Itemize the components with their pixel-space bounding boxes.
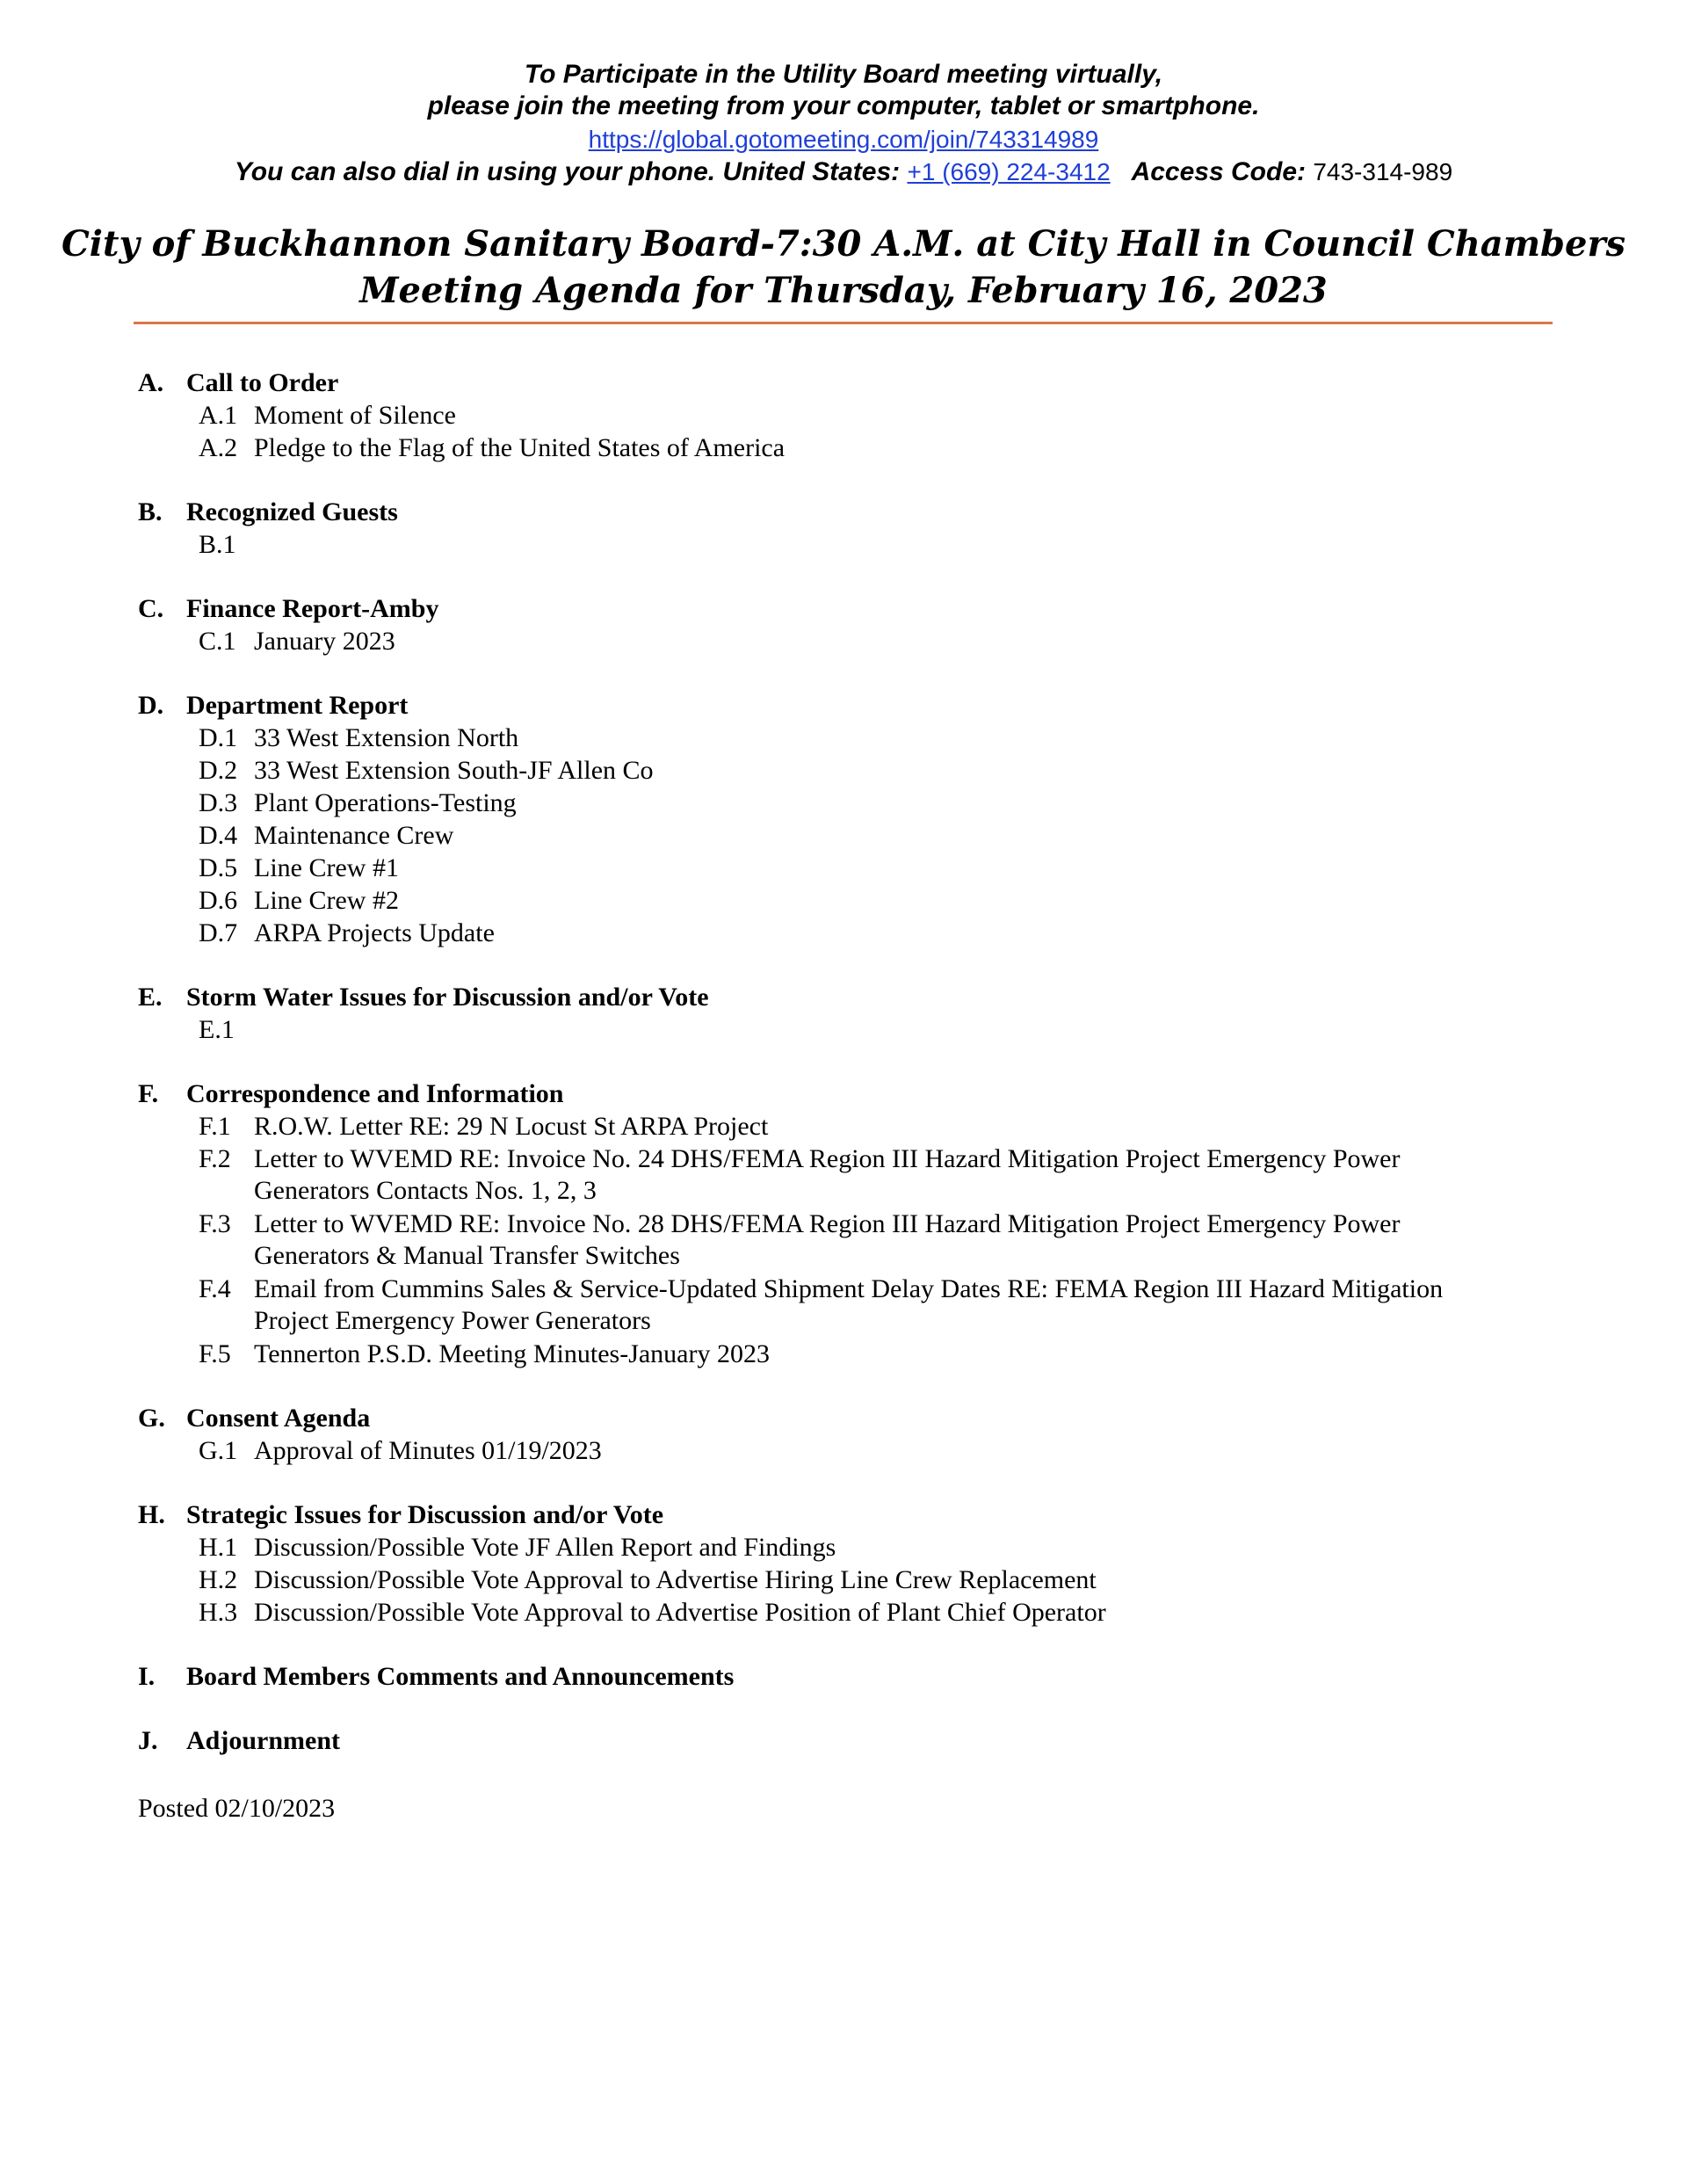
phone-number-link[interactable]: +1 (669) 224-3412 bbox=[907, 158, 1111, 185]
item-number: H.1 bbox=[199, 1533, 238, 1562]
section-letter: I. bbox=[138, 1662, 156, 1691]
item-text: 33 West Extension South-JF Allen Co bbox=[254, 756, 654, 785]
agenda-item-d-3 bbox=[199, 788, 517, 818]
agenda-item-h-3 bbox=[199, 1598, 1106, 1628]
section-header-j bbox=[138, 1726, 340, 1756]
section-title: Adjournment bbox=[186, 1726, 341, 1755]
section-header-c bbox=[138, 594, 438, 624]
agenda-item-f-4 bbox=[199, 1274, 1444, 1335]
virtual-meeting-line-2: please join the meeting from your computer, tablet or smartphone. bbox=[427, 91, 1260, 120]
section-header-a bbox=[138, 368, 338, 398]
agenda-item-f-5 bbox=[199, 1339, 770, 1369]
item-number: D.4 bbox=[199, 821, 238, 850]
item-number: D.7 bbox=[199, 918, 238, 947]
section-letter: A. bbox=[138, 368, 164, 397]
section-title: Storm Water Issues for Discussion and/or Vote bbox=[186, 983, 709, 1012]
section-title: Correspondence and Information bbox=[186, 1079, 564, 1108]
section-header-g bbox=[138, 1404, 370, 1433]
item-text: Tennerton P.S.D. Meeting Minutes-January 2023 bbox=[254, 1339, 770, 1368]
section-letter: D. bbox=[138, 691, 164, 720]
item-text: Discussion/Possible Vote JF Allen Report and Findings bbox=[254, 1533, 836, 1562]
section-header-i bbox=[138, 1662, 734, 1692]
item-number: D.1 bbox=[199, 723, 238, 752]
section-header-d bbox=[138, 691, 408, 721]
item-text: ARPA Projects Update bbox=[254, 918, 495, 947]
item-number: E.1 bbox=[199, 1015, 235, 1044]
item-text: Discussion/Possible Vote Approval to Advertise Position of Plant Chief Operator bbox=[254, 1598, 1106, 1627]
item-number: F.3 bbox=[199, 1209, 231, 1238]
item-text: Approval of Minutes 01/19/2023 bbox=[254, 1436, 602, 1465]
section-title: Recognized Guests bbox=[186, 497, 398, 526]
section-letter: G. bbox=[138, 1404, 165, 1433]
item-text: Moment of Silence bbox=[254, 401, 456, 430]
section-letter: J. bbox=[138, 1726, 158, 1755]
agenda-item-h-1 bbox=[199, 1533, 836, 1563]
item-number: B.1 bbox=[199, 530, 236, 559]
section-header-h bbox=[138, 1500, 663, 1530]
section-letter: E. bbox=[138, 983, 163, 1012]
meeting-link-row bbox=[0, 124, 1687, 156]
section-title: Consent Agenda bbox=[186, 1404, 371, 1433]
virtual-meeting-line-1: To Participate in the Utility Board meeting virtually, bbox=[524, 60, 1163, 89]
page-title-line-2: Meeting Agenda for Thursday, February 16, 2023 bbox=[359, 270, 1328, 311]
agenda-item-f-1 bbox=[199, 1112, 768, 1142]
page-title-line-1: City of Buckhannon Sanitary Board-7:30 A.M. at City Hall in Council Chambers bbox=[61, 223, 1626, 265]
item-number: F.4 bbox=[199, 1274, 231, 1303]
section-title: Board Members Comments and Announcements bbox=[186, 1662, 735, 1691]
item-text: Discussion/Possible Vote Approval to Advertise Hiring Line Crew Replacement bbox=[254, 1565, 1097, 1594]
section-header-f bbox=[138, 1079, 563, 1109]
item-number: F.1 bbox=[199, 1112, 231, 1141]
access-code-label: Access Code: bbox=[1131, 157, 1306, 186]
item-text: Maintenance Crew bbox=[254, 821, 454, 850]
item-number: D.3 bbox=[199, 788, 238, 817]
section-header-b bbox=[138, 497, 398, 527]
section-letter: C. bbox=[138, 594, 164, 623]
agenda-item-h-2 bbox=[199, 1565, 1097, 1595]
item-text: Plant Operations-Testing bbox=[254, 788, 517, 817]
item-text: R.O.W. Letter RE: 29 N Locust St ARPA Project bbox=[254, 1112, 769, 1141]
dial-in-prefix: You can also dial in using your phone. United States: bbox=[234, 157, 901, 186]
item-number: D.2 bbox=[199, 756, 238, 785]
item-text: January 2023 bbox=[254, 627, 395, 656]
section-title: Strategic Issues for Discussion and/or Vote bbox=[186, 1500, 664, 1529]
section-title: Finance Report-Amby bbox=[186, 594, 439, 623]
section-letter: H. bbox=[138, 1500, 165, 1529]
section-letter: B. bbox=[138, 497, 163, 526]
item-text-continuation: Generators Contacts Nos. 1, 2, 3 bbox=[254, 1176, 597, 1205]
agenda-item-d-2 bbox=[199, 756, 654, 786]
item-text: 33 West Extension North bbox=[254, 723, 519, 752]
section-title: Department Report bbox=[186, 691, 409, 720]
section-letter: F. bbox=[138, 1079, 159, 1108]
dial-in-line bbox=[0, 156, 1687, 188]
agenda-item-d-5 bbox=[199, 853, 399, 883]
item-text: Pledge to the Flag of the United States of America bbox=[254, 433, 786, 462]
item-number: H.3 bbox=[199, 1598, 238, 1627]
agenda-item-g-1 bbox=[199, 1436, 602, 1466]
item-text: Letter to WVEMD RE: Invoice No. 28 DHS/FEMA Region III Hazard Mitigation Project Emergency Power bbox=[254, 1209, 1401, 1238]
agenda-item-c-1 bbox=[199, 627, 395, 657]
item-text: Line Crew #1 bbox=[254, 853, 399, 882]
item-number: H.2 bbox=[199, 1565, 238, 1594]
item-number: D.6 bbox=[199, 886, 238, 915]
item-text: Letter to WVEMD RE: Invoice No. 24 DHS/FEMA Region III Hazard Mitigation Project Emergency Power bbox=[254, 1144, 1401, 1173]
section-header-e bbox=[138, 983, 709, 1012]
item-text: Line Crew #2 bbox=[254, 886, 399, 915]
agenda-item-d-7 bbox=[199, 918, 495, 948]
section-title: Call to Order bbox=[186, 368, 339, 397]
agenda-item-a-2 bbox=[199, 433, 785, 463]
access-code-value: 743-314-989 bbox=[1313, 158, 1453, 185]
item-number: A.2 bbox=[199, 433, 238, 462]
item-number: F.5 bbox=[199, 1339, 231, 1368]
title-divider bbox=[134, 322, 1553, 324]
agenda-item-f-2 bbox=[199, 1144, 1401, 1205]
agenda-item-b-1 bbox=[199, 530, 254, 560]
agenda-item-d-6 bbox=[199, 886, 399, 916]
agenda-item-e-1 bbox=[199, 1015, 254, 1045]
item-number: D.5 bbox=[199, 853, 238, 882]
item-text-continuation: Generators & Manual Transfer Switches bbox=[254, 1241, 680, 1270]
posted-date: Posted 02/10/2023 bbox=[138, 1794, 336, 1823]
item-text: Email from Cummins Sales & Service-Updated Shipment Delay Dates RE: FEMA Region III Hazard Mitigation bbox=[254, 1274, 1444, 1303]
agenda-item-d-1 bbox=[199, 723, 518, 753]
meeting-link[interactable]: https://global.gotomeeting.com/join/743314989 bbox=[588, 126, 1099, 153]
agenda-item-f-3 bbox=[199, 1209, 1401, 1270]
item-number: C.1 bbox=[199, 627, 236, 656]
item-number: F.2 bbox=[199, 1144, 231, 1173]
item-number: G.1 bbox=[199, 1436, 238, 1465]
item-text-continuation: Project Emergency Power Generators bbox=[254, 1306, 651, 1335]
agenda-item-d-4 bbox=[199, 821, 453, 851]
item-number: A.1 bbox=[199, 401, 238, 430]
agenda-item-a-1 bbox=[199, 401, 456, 431]
